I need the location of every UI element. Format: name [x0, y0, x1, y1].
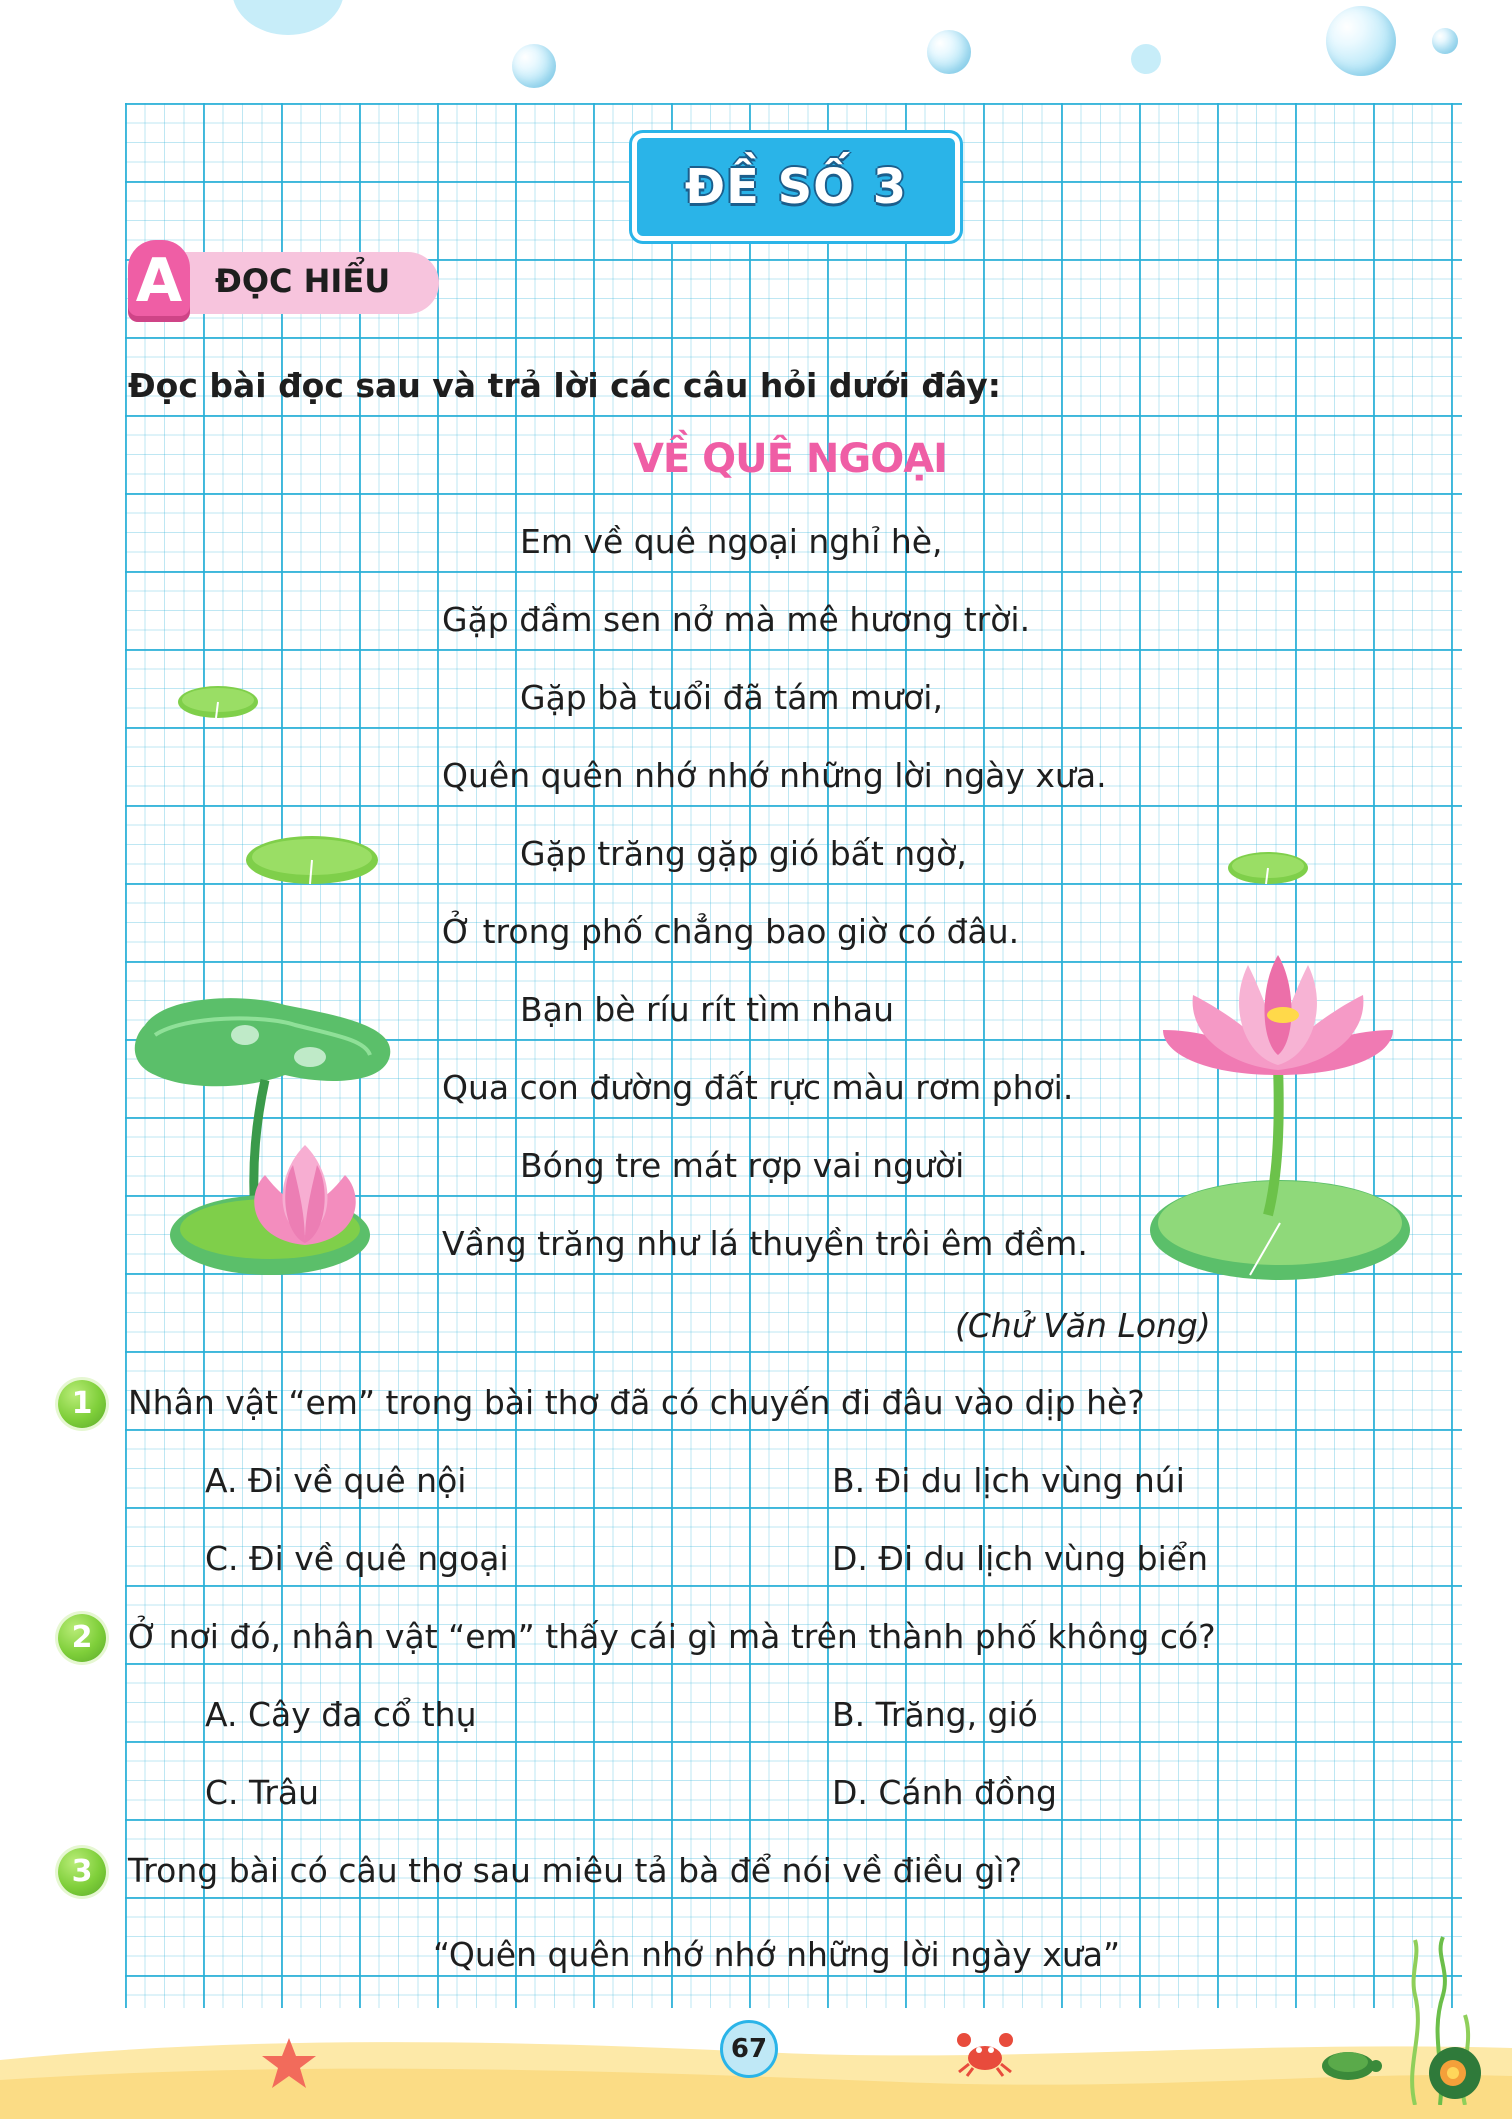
- lily-pad-icon: [244, 834, 380, 886]
- lotus-flower-icon: [1150, 955, 1425, 1285]
- seaweed-icon: [1385, 1935, 1495, 2105]
- answer-option[interactable]: D. Đi du lịch vùng biển: [832, 1539, 1208, 1578]
- bubble-decoration: [927, 30, 971, 74]
- poem-line: Vầng trăng như lá thuyền trôi êm đềm.: [442, 1224, 1088, 1263]
- crab-icon: [955, 2028, 1015, 2078]
- lily-pad-icon: [176, 684, 260, 720]
- starfish-icon: [258, 2036, 320, 2092]
- answer-option[interactable]: B. Trăng, gió: [832, 1695, 1038, 1734]
- bubble-decoration: [1326, 6, 1396, 76]
- poem-line: Quên quên nhớ nhớ những lời ngày xưa.: [442, 756, 1107, 795]
- poem-line: Bạn bè ríu rít tìm nhau: [520, 990, 895, 1029]
- question-text: Nhân vật “em” trong bài thơ đã có chuyến đi đâu vào dịp hè?: [128, 1383, 1145, 1422]
- question-text: Trong bài có câu thơ sau miêu tả bà để nói về điều gì?: [128, 1851, 1023, 1890]
- exam-title: ĐỀ SỐ 3: [684, 159, 908, 215]
- poem-line: Gặp đầm sen nở mà mê hương trời.: [442, 600, 1031, 639]
- poem-line: Gặp bà tuổi đã tám mươi,: [520, 678, 943, 717]
- answer-option[interactable]: D. Cánh đồng: [832, 1773, 1057, 1812]
- question-number-badge: 3: [58, 1848, 106, 1896]
- poem-line: Ở trong phố chẳng bao giờ có đâu.: [442, 912, 1020, 951]
- answer-option[interactable]: A. Cây đa cổ thụ: [205, 1695, 477, 1734]
- poem-line: Gặp trăng gặp gió bất ngờ,: [520, 834, 967, 873]
- poem-author: (Chử Văn Long): [955, 1306, 1211, 1345]
- poem-line: Qua con đường đất rực màu rơm phơi.: [442, 1068, 1074, 1107]
- exam-title-banner: [637, 138, 955, 236]
- lotus-leaf-icon: [125, 995, 415, 1285]
- section-title: ĐỌC HIỂU: [215, 262, 391, 300]
- instruction-text: Đọc bài đọc sau và trả lời các câu hỏi dưới đây:: [128, 366, 1001, 405]
- question-text: Ở nơi đó, nhân vật “em” thấy cái gì mà trên thành phố không có?: [128, 1617, 1216, 1656]
- bubble-decoration: [1432, 28, 1458, 54]
- turtle-icon: [1312, 2040, 1384, 2084]
- answer-option[interactable]: C. Trâu: [205, 1773, 320, 1812]
- poem-line: Bóng tre mát rợp vai người: [520, 1146, 965, 1185]
- poem-line: Em về quê ngoại nghỉ hè,: [520, 522, 943, 561]
- answer-option[interactable]: A. Đi về quê nội: [205, 1461, 467, 1500]
- poem-title: VỀ QUÊ NGOẠI: [632, 436, 948, 482]
- bubble-decoration: [512, 44, 556, 88]
- lily-pad-icon: [1226, 850, 1310, 886]
- page-number: 67: [720, 2020, 778, 2078]
- answer-option[interactable]: B. Đi du lịch vùng núi: [832, 1461, 1185, 1500]
- quoted-verse: “Quên quên nhớ nhớ những lời ngày xưa”: [433, 1935, 1121, 1974]
- bubble-decoration: [1131, 44, 1161, 74]
- question-number-badge: 1: [58, 1380, 106, 1428]
- bubble-decoration: [232, 0, 344, 35]
- question-number-badge: 2: [58, 1614, 106, 1662]
- section-letter-badge: A: [128, 240, 190, 322]
- answer-option[interactable]: C. Đi về quê ngoại: [205, 1539, 509, 1578]
